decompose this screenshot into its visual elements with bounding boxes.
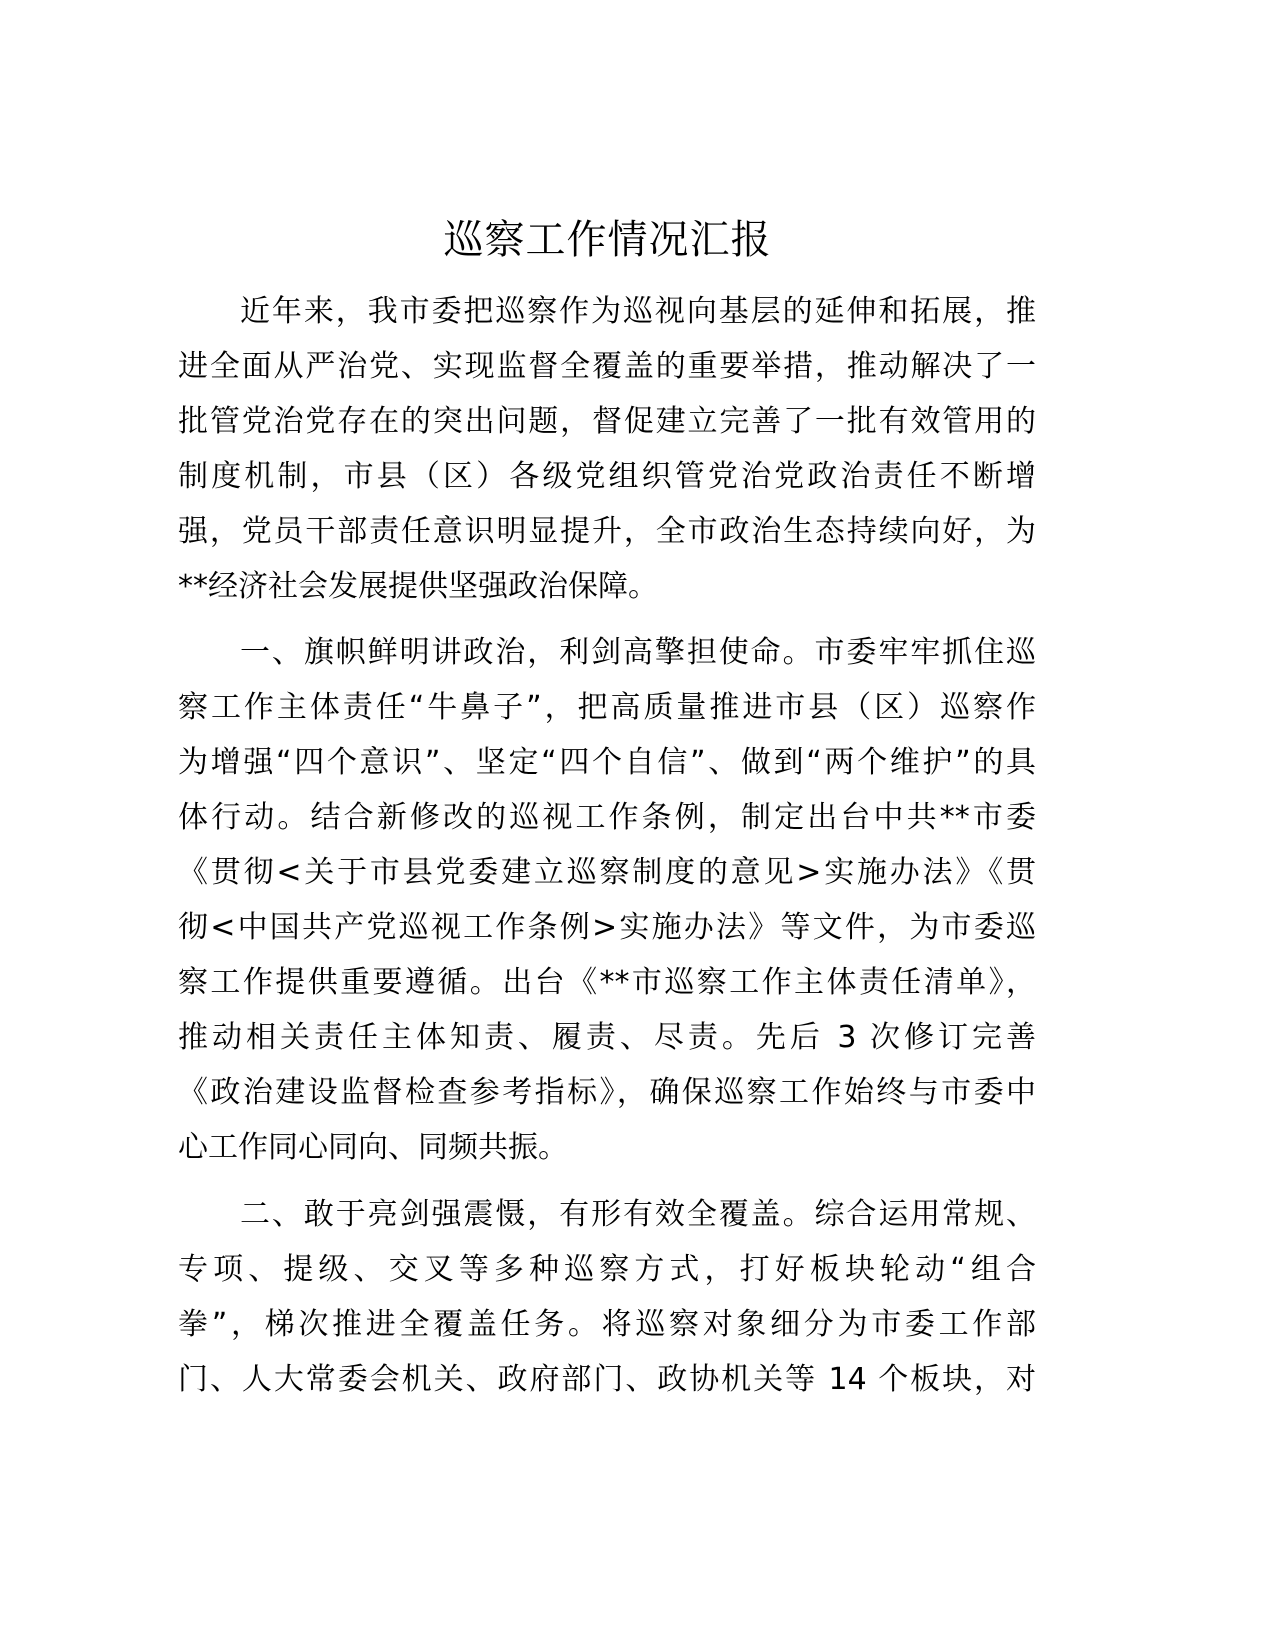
document-title: 巡察工作情况汇报	[443, 217, 772, 263]
paragraph-line: 察工作提供重要遵循。出台《**市巡察工作主体责任清单》，	[178, 965, 1036, 1000]
paragraph-line: 二、敢于亮剑强震慑，有形有效全覆盖。综合运用常规、	[240, 1197, 1036, 1232]
paragraph-line: 《贯彻<关于市县党委建立巡察制度的意见>实施办法》《贯	[178, 855, 1036, 890]
paragraph-line: 彻<中国共产党巡视工作条例>实施办法》等文件，为市委巡	[178, 910, 1036, 945]
paragraph-line: 拳”，梯次推进全覆盖任务。将巡察对象细分为市委工作部	[178, 1307, 1036, 1342]
paragraph-line: 为增强“四个意识”、坚定“四个自信”、做到“两个维护”的具	[178, 745, 1036, 780]
paragraph-line: 门、人大常委会机关、政府部门、政协机关等 14 个板块，对	[178, 1362, 1036, 1397]
paragraph-line: 制度机制，市县（区）各级党组织管党治党政治责任不断增	[178, 459, 1036, 494]
paragraph-line: 察工作主体责任“牛鼻子”，把高质量推进市县（区）巡察作	[178, 690, 1036, 725]
paragraph-line: 《政治建设监督检查参考指标》，确保巡察工作始终与市委中	[178, 1075, 1036, 1110]
paragraph-line: 心工作同心同向、同频共振。	[178, 1130, 568, 1165]
paragraph-line: 近年来，我市委把巡察作为巡视向基层的延伸和拓展，推	[240, 294, 1036, 329]
paragraph-line: 一、旗帜鲜明讲政治，利剑高擎担使命。市委牢牢抓住巡	[240, 635, 1036, 670]
paragraph-line: 体行动。结合新修改的巡视工作条例，制定出台中共**市委	[178, 800, 1036, 835]
paragraph-line: **经济社会发展提供坚强政治保障。	[178, 569, 658, 604]
paragraph-line: 强，党员干部责任意识明显提升，全市政治生态持续向好，为	[178, 514, 1036, 549]
paragraph-line: 专项、提级、交叉等多种巡察方式，打好板块轮动“组合	[178, 1252, 1036, 1287]
paragraph-line: 推动相关责任主体知责、履责、尽责。先后 3 次修订完善	[178, 1020, 1036, 1055]
paragraph-line: 批管党治党存在的突出问题，督促建立完善了一批有效管用的	[178, 404, 1036, 439]
paragraph-line: 进全面从严治党、实现监督全覆盖的重要举措，推动解决了一	[178, 349, 1036, 384]
